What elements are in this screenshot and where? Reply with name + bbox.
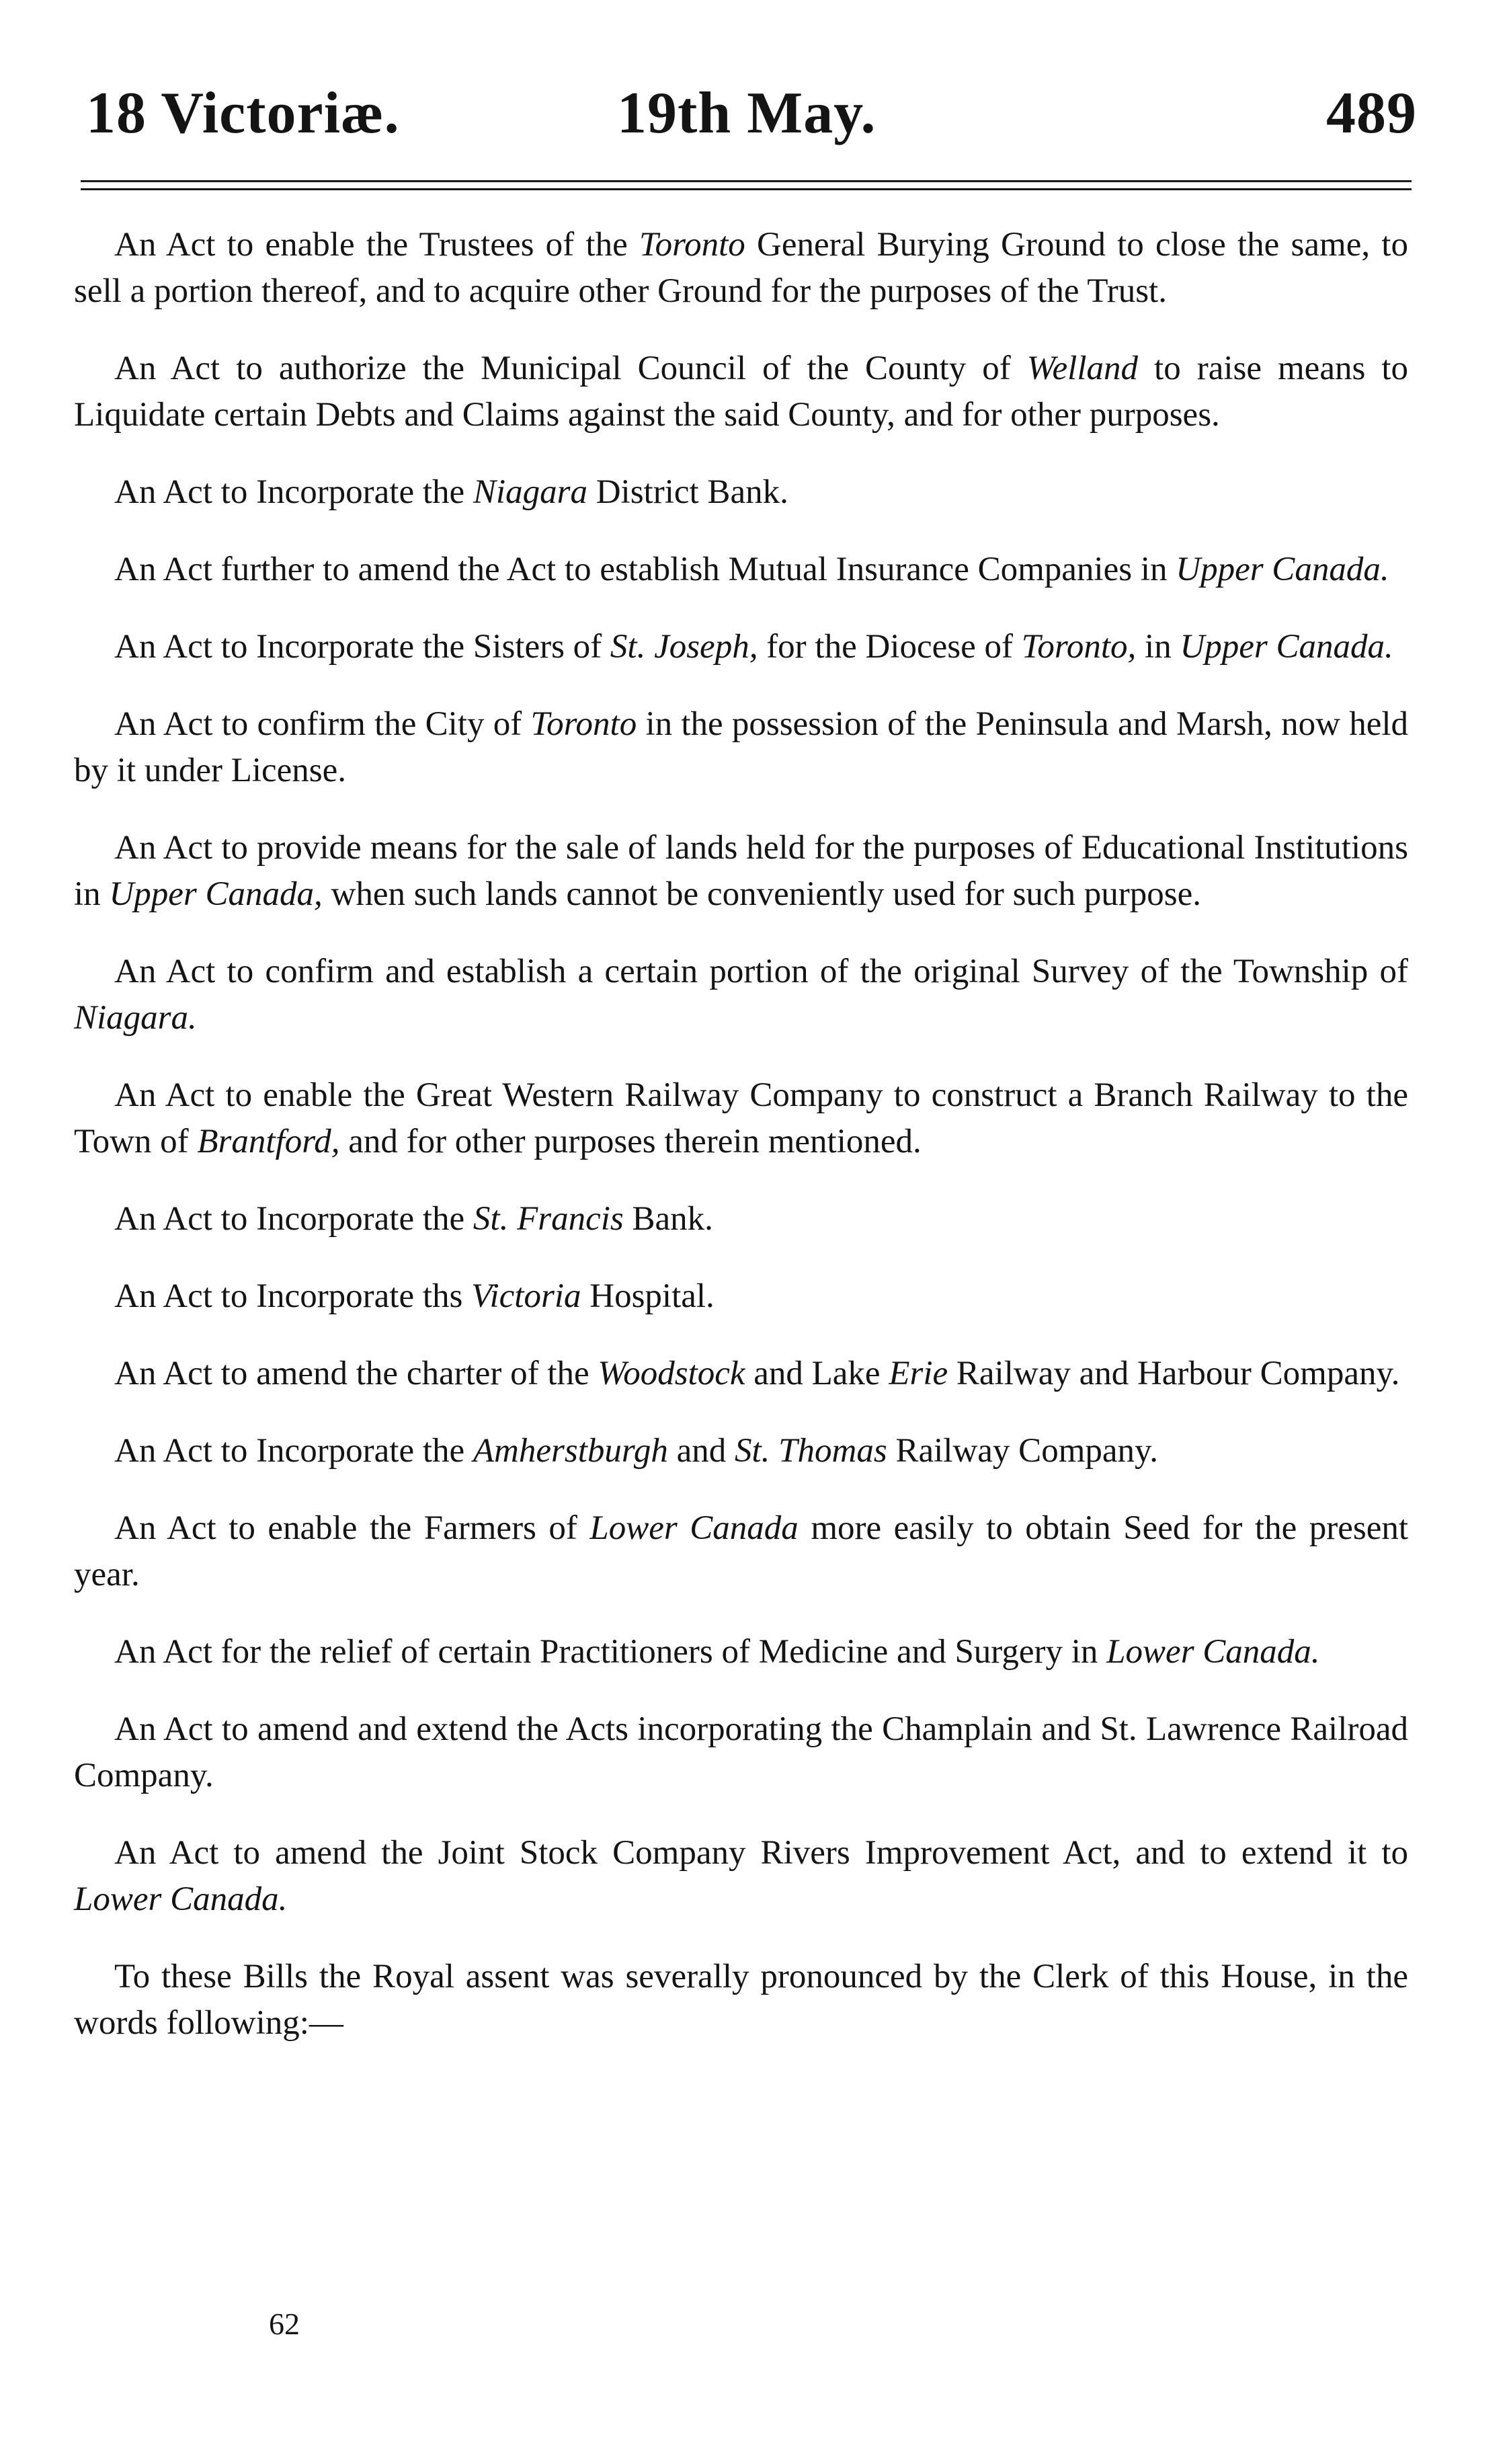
act-paragraph: An Act to authorize the Municipal Council of the County of Welland to raise means to Liquidate certain Debts and Claims against the said County, and for other purposes.	[74, 350, 1409, 434]
act-paragraph: An Act to amend the Joint Stock Company Rivers Improvement Act, and to extend it to Lower Canada.	[74, 1834, 1408, 1918]
act-paragraph: An Act to enable the Great Western Railway Company to construct a Branch Railway to the Town of Brantford, and for other purposes therein mentioned.	[74, 1076, 1408, 1160]
session-title: 18 Victoriæ.	[86, 81, 400, 146]
act-paragraph: An Act to provide means for the sale of lands held for the purposes of Educational Institutions in Upper Canada, when such lands cannot be conveniently used for such purpose.	[74, 829, 1408, 913]
act-paragraph: An Act further to amend the Act to establish Mutual Insurance Companies in Upper Canada.	[114, 551, 1389, 588]
act-paragraph: An Act to amend and extend the Acts incorporating the Champlain and St. Lawrence Railroad Company.	[74, 1710, 1408, 1794]
act-paragraph: An Act to amend the charter of the Woodstock and Lake Erie Railway and Harbour Company.	[114, 1355, 1400, 1392]
act-paragraph: An Act to Incorporate the St. Francis Bank.	[114, 1200, 713, 1238]
act-paragraph: An Act for the relief of certain Practitioners of Medicine and Surgery in Lower Canada.	[114, 1633, 1320, 1671]
header-double-rule	[81, 180, 1412, 190]
act-paragraph: An Act to Incorporate the Niagara District Bank.	[114, 473, 788, 511]
acts-list	[74, 222, 1408, 2046]
page-number: 489	[1326, 81, 1417, 146]
date-heading: 19th May.	[617, 81, 876, 146]
act-paragraph: An Act to Incorporate ths Victoria Hospital.	[114, 1277, 715, 1315]
signature-mark: 62	[269, 2307, 300, 2341]
act-paragraph: An Act to Incorporate the Sisters of St. Joseph, for the Diocese of Toronto, in Upper Canada.	[114, 628, 1393, 666]
act-paragraph: An Act to confirm the City of Toronto in the possession of the Peninsula and Marsh, now held by it under License.	[74, 705, 1408, 789]
act-paragraph: An Act to Incorporate the Amherstburgh and St. Thomas Railway Company.	[114, 1432, 1158, 1470]
act-paragraph: An Act to enable the Trustees of the Toronto General Burying Ground to close the same, to sell a portion thereof, and to acquire other Ground for the purposes of the Trust.	[74, 226, 1408, 310]
rule-bottom	[81, 188, 1412, 190]
rule-top	[81, 180, 1412, 182]
act-paragraph: An Act to confirm and establish a certain portion of the original Survey of the Township of Niagara.	[74, 953, 1408, 1037]
closing-paragraph: To these Bills the Royal assent was severally pronounced by the Clerk of this House, in the words following:—	[74, 1958, 1408, 2042]
act-paragraph: An Act to enable the Farmers of Lower Canada more easily to obtain Seed for the present year.	[74, 1509, 1408, 1593]
page-header	[86, 79, 1417, 153]
